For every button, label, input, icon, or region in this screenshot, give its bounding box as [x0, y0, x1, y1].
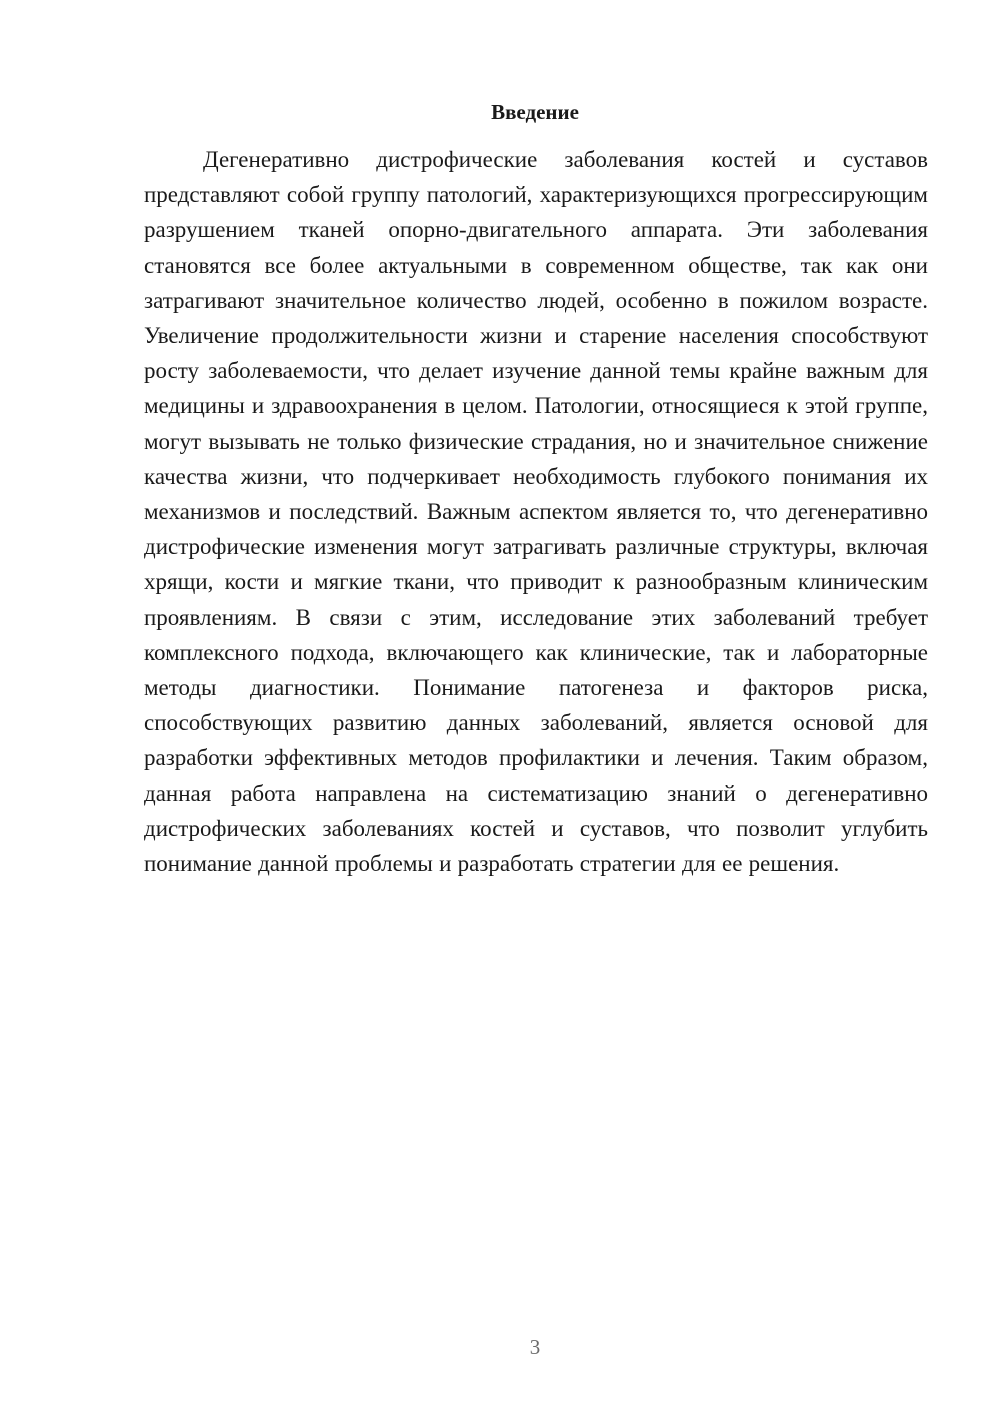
introduction-paragraph: Дегенеративно дистрофические заболевания костей и суставов представляют собой группу патологий, характеризующихся прогрессирующим разрушением тканей опорно-двигательного аппарата. Эти заболевания становятся все более актуальными в современном обществе, так как они затрагивают значительное количество людей, особенно в пожилом возрасте. Увеличение продолжительности жизни и старение населения способствуют росту заболеваемости, что делает изучение данной темы крайне важным для медицины и здравоохранения в целом. Патологии, относящиеся к этой группе, могут вызывать не только физические страдания, но и значительное снижение качества жизни, что подчеркивает необходимость глубокого понимания их механизмов и последствий. Важным аспектом является то, что дегенеративно дистрофические изменения могут затрагивать различные структуры, включая хрящи, кости и мягкие ткани, что приводит к разнообразным клиническим проявлениям. В связи с этим, исследование этих заболеваний требует комплексного подхода, включающего как клинические, так и лабораторные методы диагностики. Понимание патогенеза и факторов риска, способствующих развитию данных заболеваний, является основой для разработки эффективных методов профилактики и лечения. Таким образом, данная работа направлена на систематизацию знаний о дегенеративно дистрофических заболеваниях костей и суставов, что позволит углубить понимание данной проблемы и разработать стратегии для ее решения. [144, 147, 928, 877]
page-number: 3 [529, 1335, 541, 1359]
section-heading: Введение [491, 100, 579, 124]
